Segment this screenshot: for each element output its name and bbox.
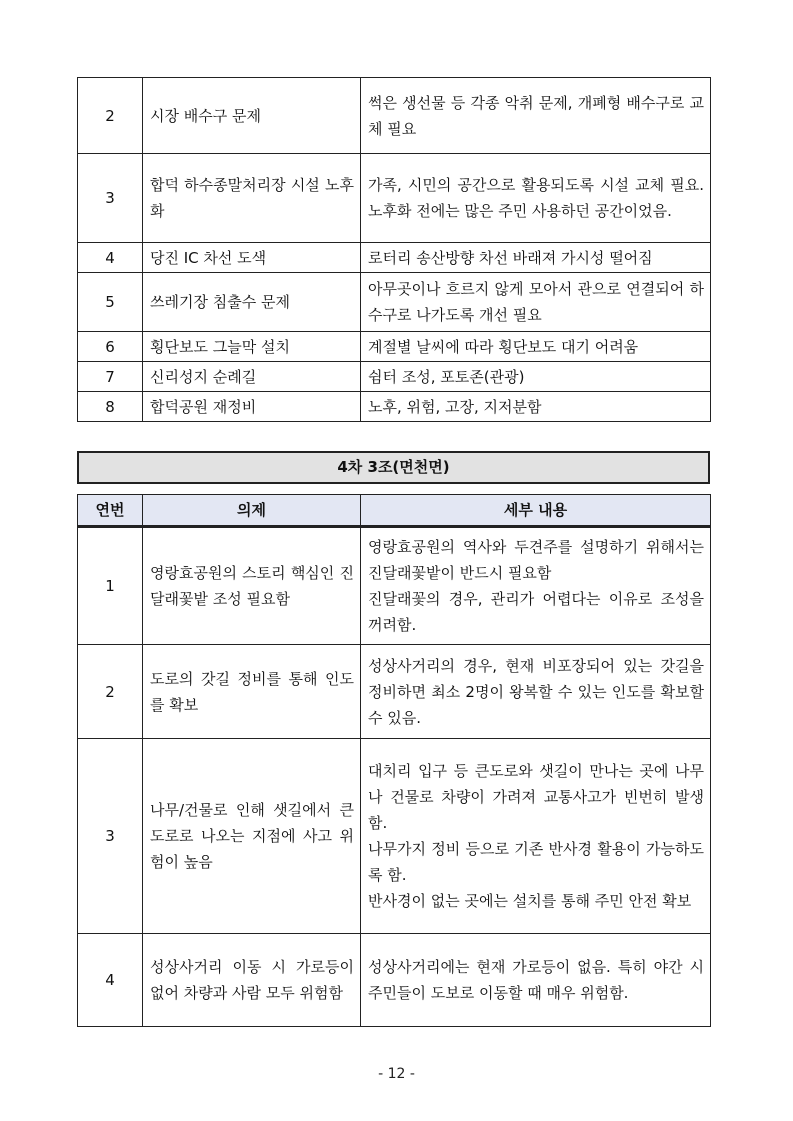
column-header-no: 연번 xyxy=(78,495,143,527)
detail-cell xyxy=(361,645,711,739)
agenda-cell: 쓰레기장 침출수 문제 xyxy=(143,273,361,332)
detail-cell xyxy=(361,527,711,645)
agenda-cell: 영랑효공원의 스토리 핵심인 진달래꽃밭 조성 필요함 xyxy=(143,527,361,645)
detail-line: 나무가지 정비 등으로 기존 반사경 활용이 가능하도록 함. xyxy=(368,840,704,884)
agenda-cell: 시장 배수구 문제 xyxy=(143,78,361,154)
row-number: 4 xyxy=(78,934,143,1027)
issues-table-section-3 xyxy=(77,494,711,1027)
row-number: 3 xyxy=(78,154,143,243)
table-row xyxy=(78,273,711,332)
detail-line: 계절별 날씨에 따라 횡단보도 대기 어려움 xyxy=(368,337,639,356)
detail-cell xyxy=(361,154,711,243)
row-number: 3 xyxy=(78,739,143,934)
table-row xyxy=(78,527,711,645)
detail-line: 가족, 시민의 공간으로 활용되도록 시설 교체 필요. 노후화 전에는 많은 주민 사용하던 공간이었음. xyxy=(368,176,704,220)
row-number: 1 xyxy=(78,527,143,645)
row-number: 6 xyxy=(78,332,143,362)
table-row xyxy=(78,332,711,362)
agenda-cell: 횡단보도 그늘막 설치 xyxy=(143,332,361,362)
table-header-row xyxy=(78,495,711,527)
agenda-cell: 합덕 하수종말처리장 시설 노후화 xyxy=(143,154,361,243)
agenda-cell: 성상사거리 이동 시 가로등이 없어 차량과 사람 모두 위험함 xyxy=(143,934,361,1027)
column-header-details: 세부 내용 xyxy=(361,495,711,527)
table-row xyxy=(78,243,711,273)
table-row xyxy=(78,362,711,392)
issues-table-continued xyxy=(77,77,711,422)
detail-cell xyxy=(361,332,711,362)
agenda-cell: 신리성지 순례길 xyxy=(143,362,361,392)
row-number: 5 xyxy=(78,273,143,332)
agenda-cell: 나무/건물로 인해 샛길에서 큰도로로 나오는 지점에 사고 위험이 높음 xyxy=(143,739,361,934)
detail-cell xyxy=(361,243,711,273)
table-row xyxy=(78,739,711,934)
detail-line: 진달래꽃의 경우, 관리가 어렵다는 이유로 조성을 꺼려함. xyxy=(368,590,704,634)
detail-line: 반사경이 없는 곳에는 설치를 통해 주민 안전 확보 xyxy=(368,892,692,910)
agenda-cell: 당진 IC 차선 도색 xyxy=(143,243,361,273)
row-number: 4 xyxy=(78,243,143,273)
detail-line: 영랑효공원의 역사와 두견주를 설명하기 위해서는 진달래꽃밭이 반드시 필요함 xyxy=(368,538,704,582)
row-number: 8 xyxy=(78,392,143,422)
row-number: 2 xyxy=(78,78,143,154)
detail-line: 쉼터 조성, 포토존(관광) xyxy=(368,367,525,386)
detail-cell xyxy=(361,78,711,154)
detail-cell xyxy=(361,273,711,332)
detail-line: 로터리 송산방향 차선 바래져 가시성 떨어짐 xyxy=(368,248,653,267)
row-number: 2 xyxy=(78,645,143,739)
agenda-cell: 도로의 갓길 정비를 통해 인도를 확보 xyxy=(143,645,361,739)
table-row xyxy=(78,154,711,243)
detail-cell xyxy=(361,392,711,422)
table-row xyxy=(78,78,711,154)
detail-line: 아무곳이나 흐르지 않게 모아서 관으로 연결되어 하수구로 나가도록 개선 필요 xyxy=(368,280,704,324)
row-number: 7 xyxy=(78,362,143,392)
detail-line: 노후, 위험, 고장, 지저분함 xyxy=(368,397,542,416)
detail-line: 성상사거리에는 현재 가로등이 없음. 특히 야간 시 주민들이 도보로 이동할 때 매우 위험함. xyxy=(368,958,704,1002)
detail-cell xyxy=(361,362,711,392)
column-header-agenda: 의제 xyxy=(143,495,361,527)
detail-cell xyxy=(361,739,711,934)
table-row xyxy=(78,934,711,1027)
detail-cell xyxy=(361,934,711,1027)
table-row xyxy=(78,392,711,422)
detail-line: 썩은 생선물 등 각종 악취 문제, 개폐형 배수구로 교체 필요 xyxy=(368,93,704,138)
section-title: 4차 3조(면천면) xyxy=(77,451,710,484)
table-row xyxy=(78,645,711,739)
detail-line: 대치리 입구 등 큰도로와 샛길이 만나는 곳에 나무나 건물로 차량이 가려져 교통사고가 빈번히 발생함. xyxy=(368,762,704,832)
page-number: - 12 - xyxy=(378,1066,415,1082)
detail-line: 성상사거리의 경우, 현재 비포장되어 있는 갓길을 정비하면 최소 2명이 왕복할 수 있는 인도를 확보할 수 있음. xyxy=(368,656,704,727)
agenda-cell: 합덕공원 재정비 xyxy=(143,392,361,422)
